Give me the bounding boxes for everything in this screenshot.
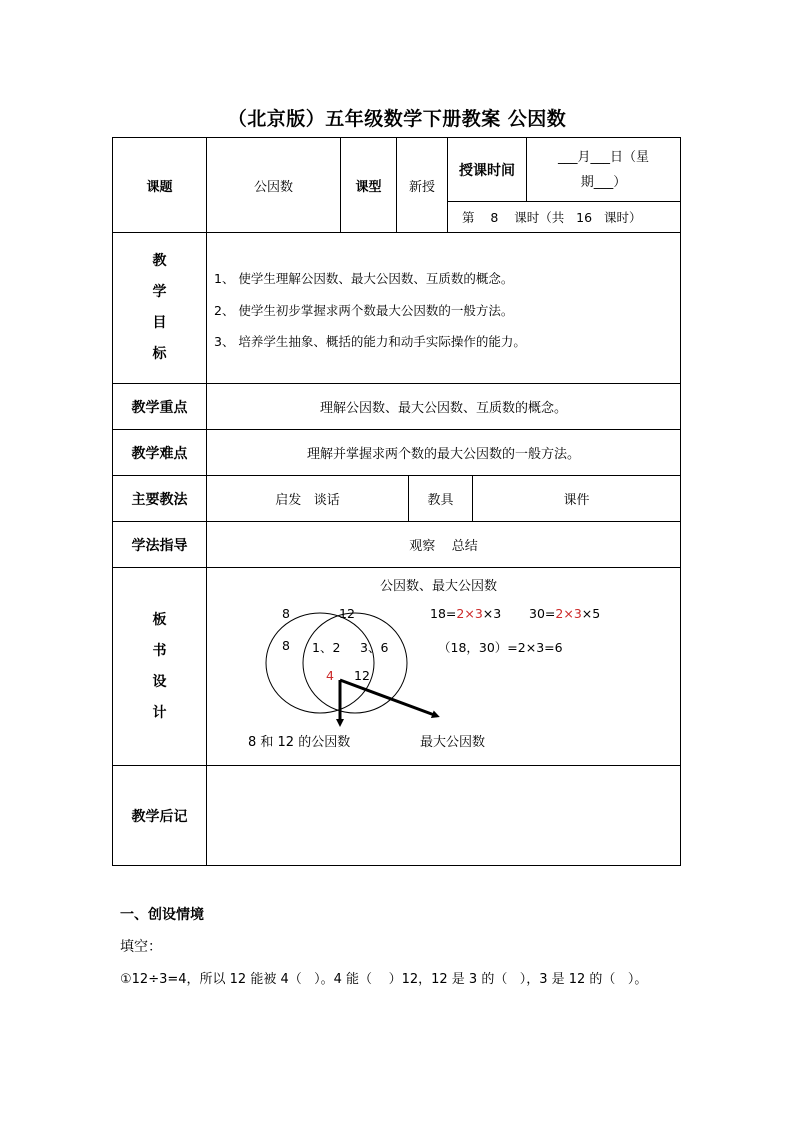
tool-label: 教具 xyxy=(427,493,454,508)
key-point-label: 教学重点 xyxy=(131,399,188,416)
date-line-1: ___月___日（星 xyxy=(557,149,649,165)
page-title: （北京版）五年级数学下册教案 公因数 xyxy=(227,108,567,130)
section-heading: 一、创设情境 xyxy=(120,907,204,923)
venn-common-4: 4 xyxy=(326,668,334,683)
goal-item-1: 1、 使学生理解公因数、最大公因数、互质数的概念。 xyxy=(214,271,514,286)
date-line-2: 期___） xyxy=(580,174,627,190)
difficulty-label: 教学难点 xyxy=(131,445,188,462)
date-cell xyxy=(527,138,680,201)
type-value: 新授 xyxy=(408,179,435,195)
board-label-char: 设 xyxy=(152,673,167,690)
goal-item-2: 2、 使学生初步掌握求两个数最大公因数的一般方法。 xyxy=(214,303,514,318)
goals-label-char: 学 xyxy=(152,284,167,300)
tool-value: 课件 xyxy=(563,493,590,508)
study-label: 学法指导 xyxy=(131,537,188,554)
board-label-char: 书 xyxy=(152,642,167,659)
board-heading: 公因数、最大公因数 xyxy=(380,579,498,594)
method-value: 启发 谈话 xyxy=(275,493,340,508)
board-label-char: 板 xyxy=(152,611,167,628)
venn-right-12: 12 xyxy=(354,668,370,683)
goals-label-char: 教 xyxy=(152,253,167,269)
arrow-label-gcd: 最大公因数 xyxy=(420,735,486,750)
reflection-label: 教学后记 xyxy=(131,808,188,825)
study-value: 观察 总结 xyxy=(409,539,478,554)
topic-value: 公因数 xyxy=(253,179,293,195)
eq2-prefix: 30= xyxy=(529,606,556,621)
topic-label: 课题 xyxy=(146,179,173,195)
arrow-right xyxy=(340,680,437,716)
venn-common: 1、2 xyxy=(312,640,341,655)
difficulty-value: 理解并掌握求两个数的最大公因数的一般方法。 xyxy=(306,447,580,462)
board-label xyxy=(113,568,206,765)
arrow-label-common: 8 和 12 的公因数 xyxy=(248,735,351,750)
eq2-suffix: ×5 xyxy=(581,606,601,621)
eq1-suffix: ×3 xyxy=(482,606,502,621)
eq1-prefix: 18= xyxy=(430,606,457,621)
goals-label-char: 目 xyxy=(152,315,167,331)
fill-label: 填空： xyxy=(120,939,162,955)
reflection-value xyxy=(207,766,680,865)
venn-right-only: 3、6 xyxy=(360,640,389,655)
venn-circle-8 xyxy=(266,613,374,713)
label-8: 8 xyxy=(282,606,290,621)
label-12: 12 xyxy=(339,606,355,621)
goal-item-3: 3、 培养学生抽象、概括的能力和动手实际操作的能力。 xyxy=(214,334,526,349)
goals-label xyxy=(113,233,206,383)
eq1-red: 2×3 xyxy=(456,606,483,621)
method-label: 主要教法 xyxy=(131,491,188,508)
period-text: 第 8 课时（共 16 课时） xyxy=(462,210,642,225)
key-point-value: 理解公因数、最大公因数、互质数的概念。 xyxy=(319,401,567,416)
time-label: 授课时间 xyxy=(459,162,515,179)
equation-30 xyxy=(529,606,600,621)
question-1: ①12÷3=4，所以 12 能被 4（ ）。4 能（ ）12，12 是 3 的（ ），3 是 12 的（ ）。 xyxy=(120,972,648,987)
venn-left-only: 8 xyxy=(282,638,290,653)
gcd-line: （18，30）=2×3=6 xyxy=(438,640,563,655)
board-label-char: 计 xyxy=(152,704,167,721)
goals-label-char: 标 xyxy=(152,346,167,362)
eq2-red: 2×3 xyxy=(555,606,582,621)
type-label: 课型 xyxy=(355,179,382,195)
equation-18 xyxy=(430,606,501,621)
